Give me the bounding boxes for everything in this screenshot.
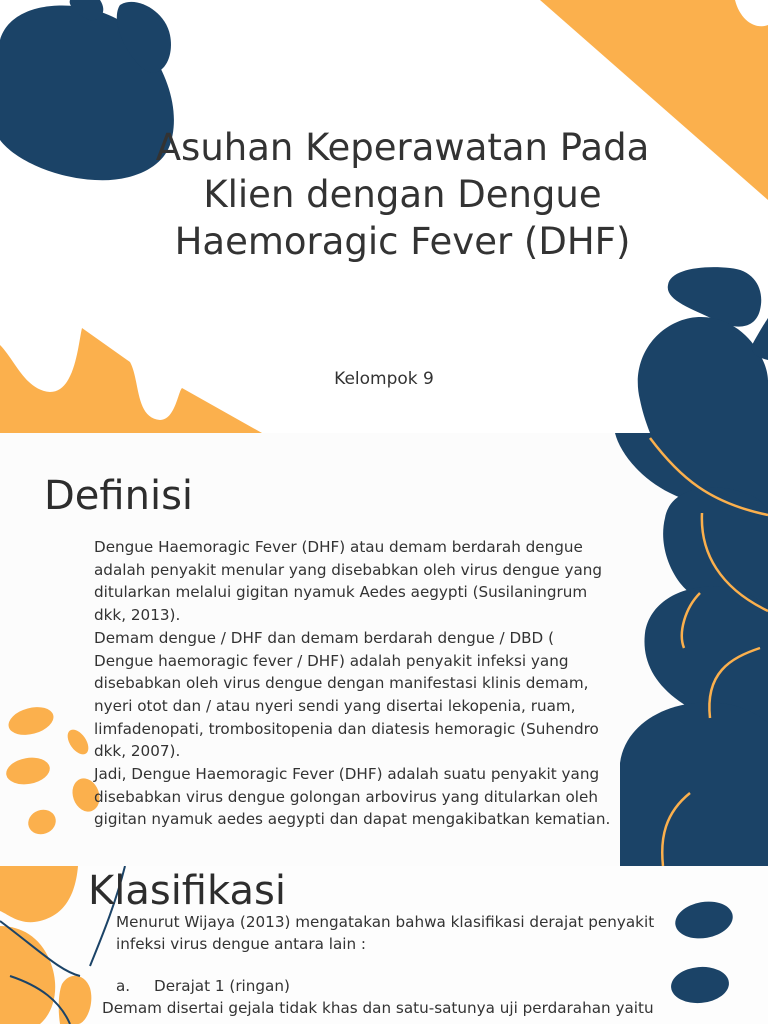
item-label: Derajat 1 (ringan) (154, 977, 290, 995)
classification-item (116, 976, 696, 998)
slide-subtitle: Kelompok 9 (334, 369, 434, 389)
navy-blob-right-top (668, 267, 761, 326)
definition-body (94, 536, 614, 831)
orange-blob-left (0, 866, 78, 922)
item-number: a. (116, 977, 131, 995)
slide-title: Asuhan Keperawatan Pada Klien dengan Dengue Haemoragic Fever (DHF) (155, 126, 650, 263)
item-description: Demam disertai gejala tidak khas dan satu-satunya uji perdarahan yaitu (102, 998, 654, 1017)
definition-paragraph: Jadi, Dengue Haemoragic Fever (DHF) adalah suatu penyakit yang disebabkan virus dengue golongan arbovirus yang ditularkan oleh gigitan nyamuk aedes aegypti dan dapat mengakibatkan kematian. (94, 765, 611, 829)
definition-paragraph: Demam dengue / DHF dan demam berdarah dengue / DBD ( Dengue haemoragic fever / DHF) adalah penyakit infeksi yang disebabkan oleh virus dengue dengan manifestasi klinis demam, nyeri otot dan / atau nyeri sendi yang disertai lekopenia, ruam, limfadenopati, trombositopenia dan diatesis hemoragic (Suhendro dkk, 2007). (94, 628, 599, 761)
definition-paragraph: Dengue Haemoragic Fever (DHF) atau demam berdarah dengue adalah penyakit menular yang disebabkan oleh virus dengue yang ditularkan melalui gigitan nyamuk Aedes aegypti (Susilaningrum dkk, 2013). (94, 538, 603, 625)
orange-blob-left-3 (59, 976, 92, 1024)
orange-dot-1 (5, 702, 56, 739)
orange-dot-2 (63, 726, 92, 758)
definition-slide (0, 433, 768, 866)
classification-heading: Klasifikasi (88, 868, 286, 914)
orange-dot-3 (4, 754, 52, 787)
orange-dot-5 (25, 806, 60, 838)
classification-intro: Menurut Wijaya (2013) mengatakan bahwa klasifikasi derajat penyakit infeksi virus dengue antara lain : (116, 913, 655, 953)
classification-body (102, 912, 696, 1019)
navy-blob-right-edge (752, 318, 768, 360)
orange-blob-left-2 (0, 926, 55, 1024)
classification-slide (0, 866, 768, 1024)
definition-heading: Definisi (44, 473, 194, 519)
navy-blob-stack-4 (620, 702, 768, 866)
title-slide (0, 0, 768, 433)
